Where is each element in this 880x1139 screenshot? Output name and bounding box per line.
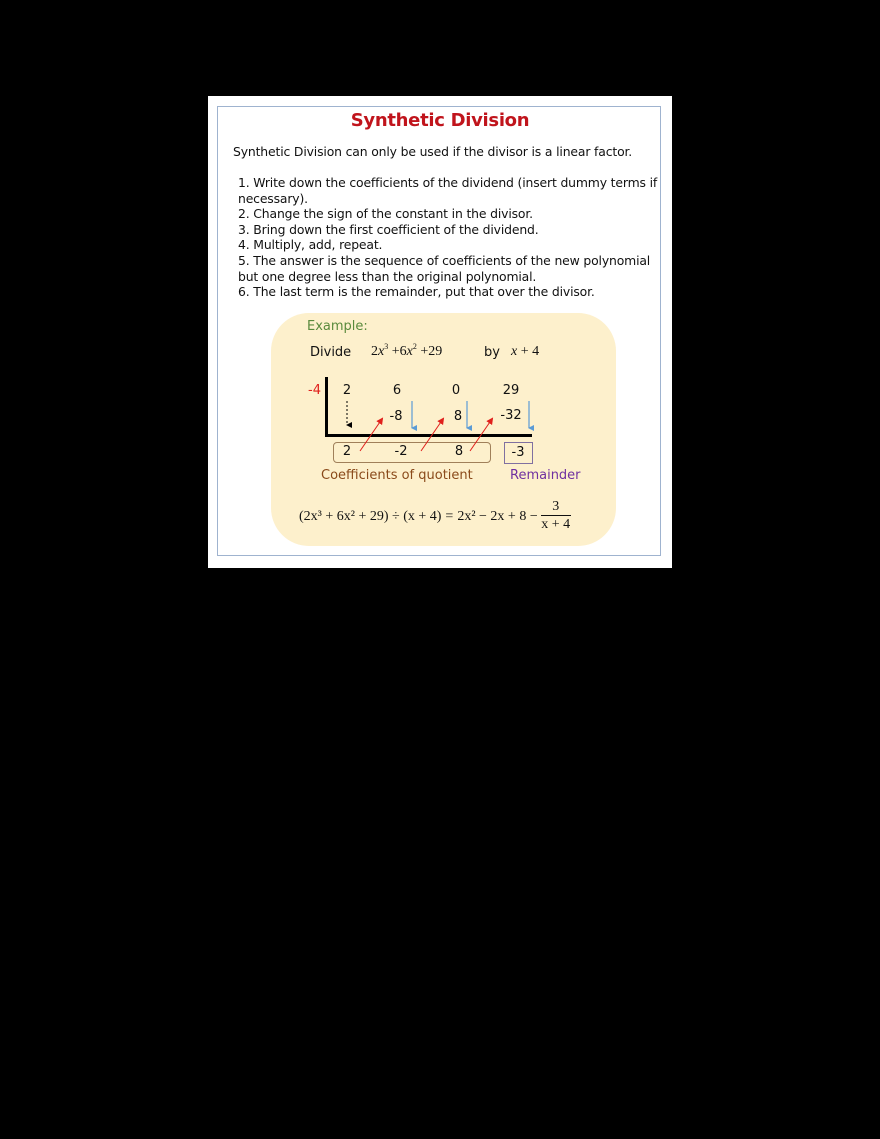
divide-word: Divide — [310, 345, 352, 360]
remainder-fraction — [541, 499, 571, 534]
remainder-label: Remainder — [510, 468, 581, 483]
result-equals: = — [445, 508, 454, 524]
fraction-numerator: 3 — [552, 499, 560, 514]
step-item: 4. Multiply, add, repeat. — [238, 237, 383, 253]
steps-list — [238, 175, 658, 300]
dividend-coefficient: 29 — [502, 383, 520, 398]
dividend-expression: $2x^3 +6x^2 +29$ — [371, 342, 443, 359]
quotient-coefficient: 2 — [342, 444, 352, 459]
divisor-expression: x + 4 — [511, 344, 540, 359]
root-value: -4 — [308, 383, 321, 398]
product-value: -32 — [500, 408, 522, 423]
document-page — [208, 96, 672, 568]
product-value: 8 — [453, 409, 463, 424]
result-equation — [299, 499, 571, 534]
step-item: 1. Write down the coefficients of the dividend (insert dummy terms if necessary). — [238, 175, 658, 206]
page-title: Synthetic Division — [350, 110, 530, 131]
quotient-coefficient: 8 — [454, 444, 464, 459]
quotient-label: Coefficients of quotient — [321, 468, 473, 483]
dividend-coefficient: 2 — [342, 383, 352, 398]
step-item: 5. The answer is the sequence of coefficients of the new polynomial but one degree less than the original polynomial. — [238, 252, 651, 284]
example-box — [271, 313, 616, 546]
result-rhs: 2x² − 2x + 8 − — [457, 508, 538, 524]
multiply-arrow-icon — [360, 419, 492, 451]
add-down-arrow-icon — [412, 401, 529, 428]
step-item: 3. Bring down the first coefficient of the dividend. — [238, 221, 539, 237]
example-label: Example: — [307, 319, 368, 334]
dividend-coefficient: 0 — [451, 383, 461, 398]
remainder-value: -3 — [511, 445, 525, 460]
quotient-coefficient: -2 — [394, 444, 408, 459]
step-item: 6. The last term is the remainder, put that over the divisor. — [238, 284, 595, 300]
result-lhs: (2x³ + 6x² + 29) ÷ (x + 4) — [299, 508, 442, 524]
intro-text: Synthetic Division can only be used if the divisor is a linear factor. — [233, 144, 633, 159]
product-value: -8 — [389, 409, 403, 424]
fraction-denominator: x + 4 — [541, 517, 571, 532]
step-item: 2. Change the sign of the constant in the divisor. — [238, 206, 533, 222]
by-word: by — [484, 345, 500, 360]
dividend-coefficient: 6 — [392, 383, 402, 398]
